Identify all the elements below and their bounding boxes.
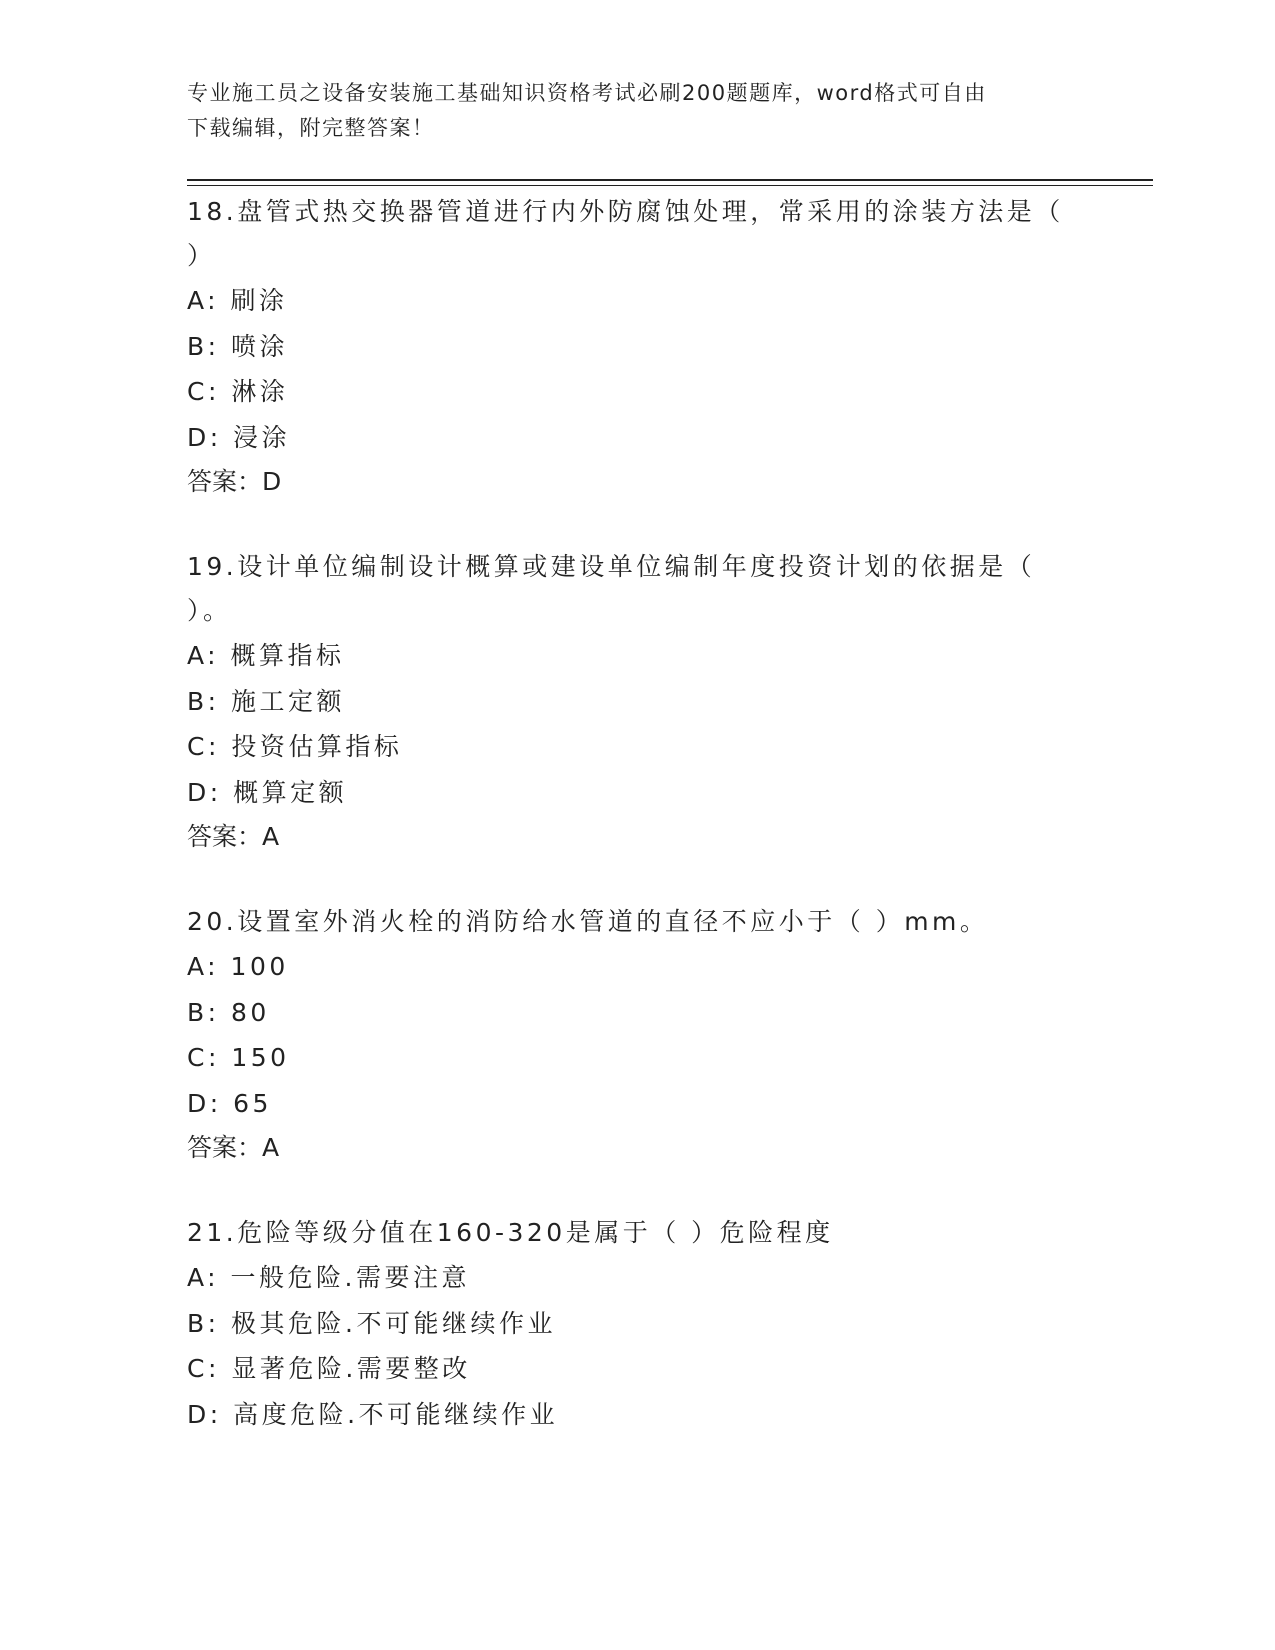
option-d: D: 浸涂 — [187, 422, 291, 452]
option-a: A: 一般危险.需要注意 — [187, 1263, 470, 1292]
header-divider-thick — [187, 179, 1153, 181]
document-header: 专业施工员之设备安装施工基础知识资格考试必刷200题题库，word格式可自由 下载编辑，附完整答案！ — [187, 81, 987, 140]
option-b: B: 喷涂 — [187, 331, 289, 361]
option-c: C: 150 — [187, 1043, 290, 1072]
question-stem: 20.设置室外消火栓的消防给水管道的直径不应小于（ ）mm。 — [187, 907, 989, 936]
answer-line: 答案：A — [187, 822, 280, 851]
question-21 — [187, 1211, 1087, 1437]
question-list — [187, 190, 1087, 1478]
question-stem: 21.危险等级分值在160-320是属于（ ）危险程度 — [187, 1218, 834, 1247]
header-divider-thin — [187, 185, 1153, 186]
option-c: C: 显著危险.需要整改 — [187, 1354, 471, 1383]
option-b: B: 80 — [187, 997, 270, 1027]
option-d: D: 65 — [187, 1088, 272, 1118]
question-19 — [187, 545, 1087, 859]
option-d: D: 概算定额 — [187, 777, 348, 807]
question-stem: 18.盘管式热交换器管道进行内外防腐蚀处理，常采用的涂装方法是（ ） — [187, 197, 1064, 270]
option-d: D: 高度危险.不可能继续作业 — [187, 1399, 559, 1429]
option-a: A: 刷涂 — [187, 286, 288, 315]
option-a: A: 100 — [187, 952, 289, 981]
option-b: B: 施工定额 — [187, 686, 346, 716]
question-20 — [187, 900, 1087, 1170]
option-c: C: 淋涂 — [187, 377, 289, 406]
question-stem: 19.设计单位编制设计概算或建设单位编制年度投资计划的依据是（ ）。 — [187, 552, 1036, 625]
answer-line: 答案：D — [187, 467, 282, 496]
option-a: A: 概算指标 — [187, 641, 345, 670]
option-c: C: 投资估算指标 — [187, 732, 403, 761]
question-18 — [187, 190, 1087, 504]
option-b: B: 极其危险.不可能继续作业 — [187, 1308, 556, 1338]
answer-line: 答案：A — [187, 1133, 280, 1162]
